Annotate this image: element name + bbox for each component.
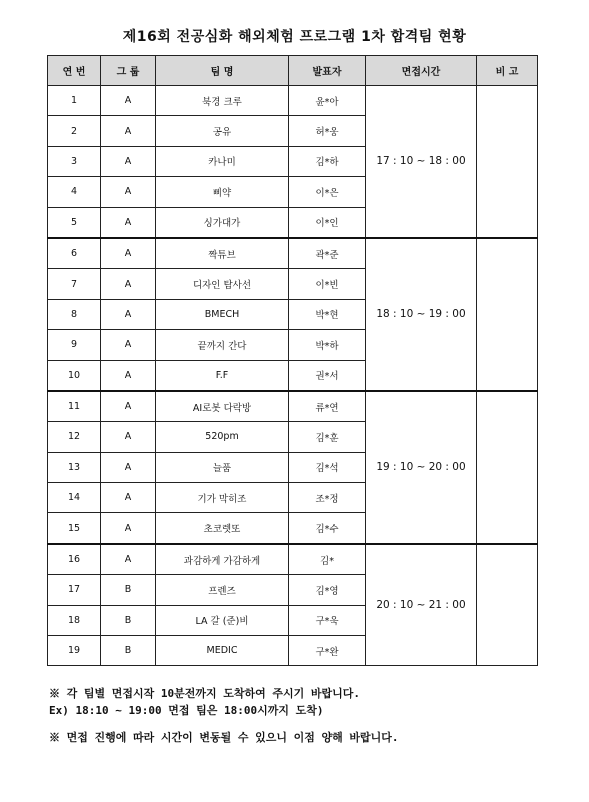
row-group: A [101,146,156,176]
row-presenter: 김*수 [289,513,366,544]
row-presenter: 류*연 [289,391,366,422]
row-no: 7 [48,269,101,299]
row-group: A [101,116,156,146]
interview-time: 19 : 10 ~ 20 : 00 [366,391,477,544]
row-group: A [101,360,156,391]
interview-time: 20 : 10 ~ 21 : 00 [366,544,477,666]
row-group: A [101,177,156,207]
row-presenter: 윤*아 [289,86,366,116]
row-team: BMECH [156,299,289,329]
row-group: A [101,207,156,238]
row-presenter: 구*욱 [289,605,366,635]
row-group: A [101,513,156,544]
row-presenter: 김*영 [289,575,366,605]
row-no: 10 [48,360,101,391]
table-row [48,391,538,422]
row-no: 13 [48,452,101,482]
header-group: 그 룹 [101,56,156,86]
row-team: 짝튜브 [156,238,289,269]
remarks-cell [477,391,538,544]
row-presenter: 이*빈 [289,269,366,299]
row-team: 프렌즈 [156,575,289,605]
row-no: 11 [48,391,101,422]
row-team: 과감하게 가감하게 [156,544,289,575]
row-presenter: 김*석 [289,452,366,482]
row-group: A [101,422,156,452]
row-no: 3 [48,146,101,176]
row-no: 15 [48,513,101,544]
row-no: 18 [48,605,101,635]
row-presenter: 구*완 [289,636,366,666]
row-group: A [101,483,156,513]
row-no: 6 [48,238,101,269]
row-team: AI로봇 다락방 [156,391,289,422]
row-team: 초코렛또 [156,513,289,544]
table-header-row [48,56,538,86]
row-group: A [101,238,156,269]
row-team: 북경 크루 [156,86,289,116]
row-no: 9 [48,330,101,360]
row-team: 디자인 탐사선 [156,269,289,299]
row-no: 14 [48,483,101,513]
notes [49,685,399,746]
row-group: A [101,269,156,299]
row-no: 17 [48,575,101,605]
row-presenter: 박*현 [289,299,366,329]
row-team: 싱가대가 [156,207,289,238]
row-group: A [101,544,156,575]
row-presenter: 김*훈 [289,422,366,452]
row-no: 19 [48,636,101,666]
row-presenter: 허*웅 [289,116,366,146]
header-team: 팀 명 [156,56,289,86]
row-team: 삐약 [156,177,289,207]
row-presenter: 곽*준 [289,238,366,269]
row-presenter: 김* [289,544,366,575]
row-no: 1 [48,86,101,116]
page-title: 제16회 전공심화 해외체험 프로그램 1차 합격팀 현황 [122,29,467,45]
table-row [48,86,538,116]
row-no: 5 [48,207,101,238]
header-presenter: 발표자 [289,56,366,86]
row-presenter: 권*서 [289,360,366,391]
row-group: B [101,605,156,635]
row-group: A [101,330,156,360]
row-no: 12 [48,422,101,452]
row-presenter: 이*인 [289,207,366,238]
row-presenter: 김*하 [289,146,366,176]
row-team: 기가 막히조 [156,483,289,513]
row-group: A [101,391,156,422]
header-note: 비 고 [477,56,538,86]
row-team: 카나미 [156,146,289,176]
note-schedule-change: ※ 면접 진행에 따라 시간이 변동될 수 있으니 이점 양해 바랍니다. [49,731,399,744]
table-row [48,238,538,269]
remarks-cell [477,86,538,238]
remarks-cell [477,238,538,391]
row-presenter: 이*은 [289,177,366,207]
row-team: 늘품 [156,452,289,482]
row-team: 끝까지 간다 [156,330,289,360]
row-team: 520pm [156,422,289,452]
note-example: Ex) 18:10 ~ 19:00 면접 팀은 18:00시까지 도착) [49,704,324,717]
row-presenter: 조*정 [289,483,366,513]
results-table [47,55,538,666]
row-group: A [101,452,156,482]
row-presenter: 박*하 [289,330,366,360]
row-team: F.F [156,360,289,391]
interview-time: 18 : 10 ~ 19 : 00 [366,238,477,391]
note-arrival: ※ 각 팀별 면접시작 10분전까지 도착하여 주시기 바랍니다. [49,687,360,700]
row-group: B [101,636,156,666]
row-no: 4 [48,177,101,207]
interview-time: 17 : 10 ~ 18 : 00 [366,86,477,238]
row-team: LA 갈 (준)비 [156,605,289,635]
header-time: 면접시간 [366,56,477,86]
row-group: A [101,86,156,116]
row-no: 8 [48,299,101,329]
row-group: B [101,575,156,605]
row-team: MEDIC [156,636,289,666]
table-row [48,544,538,575]
remarks-cell [477,544,538,666]
row-group: A [101,299,156,329]
row-team: 공유 [156,116,289,146]
row-no: 16 [48,544,101,575]
row-no: 2 [48,116,101,146]
header-no: 연 번 [48,56,101,86]
